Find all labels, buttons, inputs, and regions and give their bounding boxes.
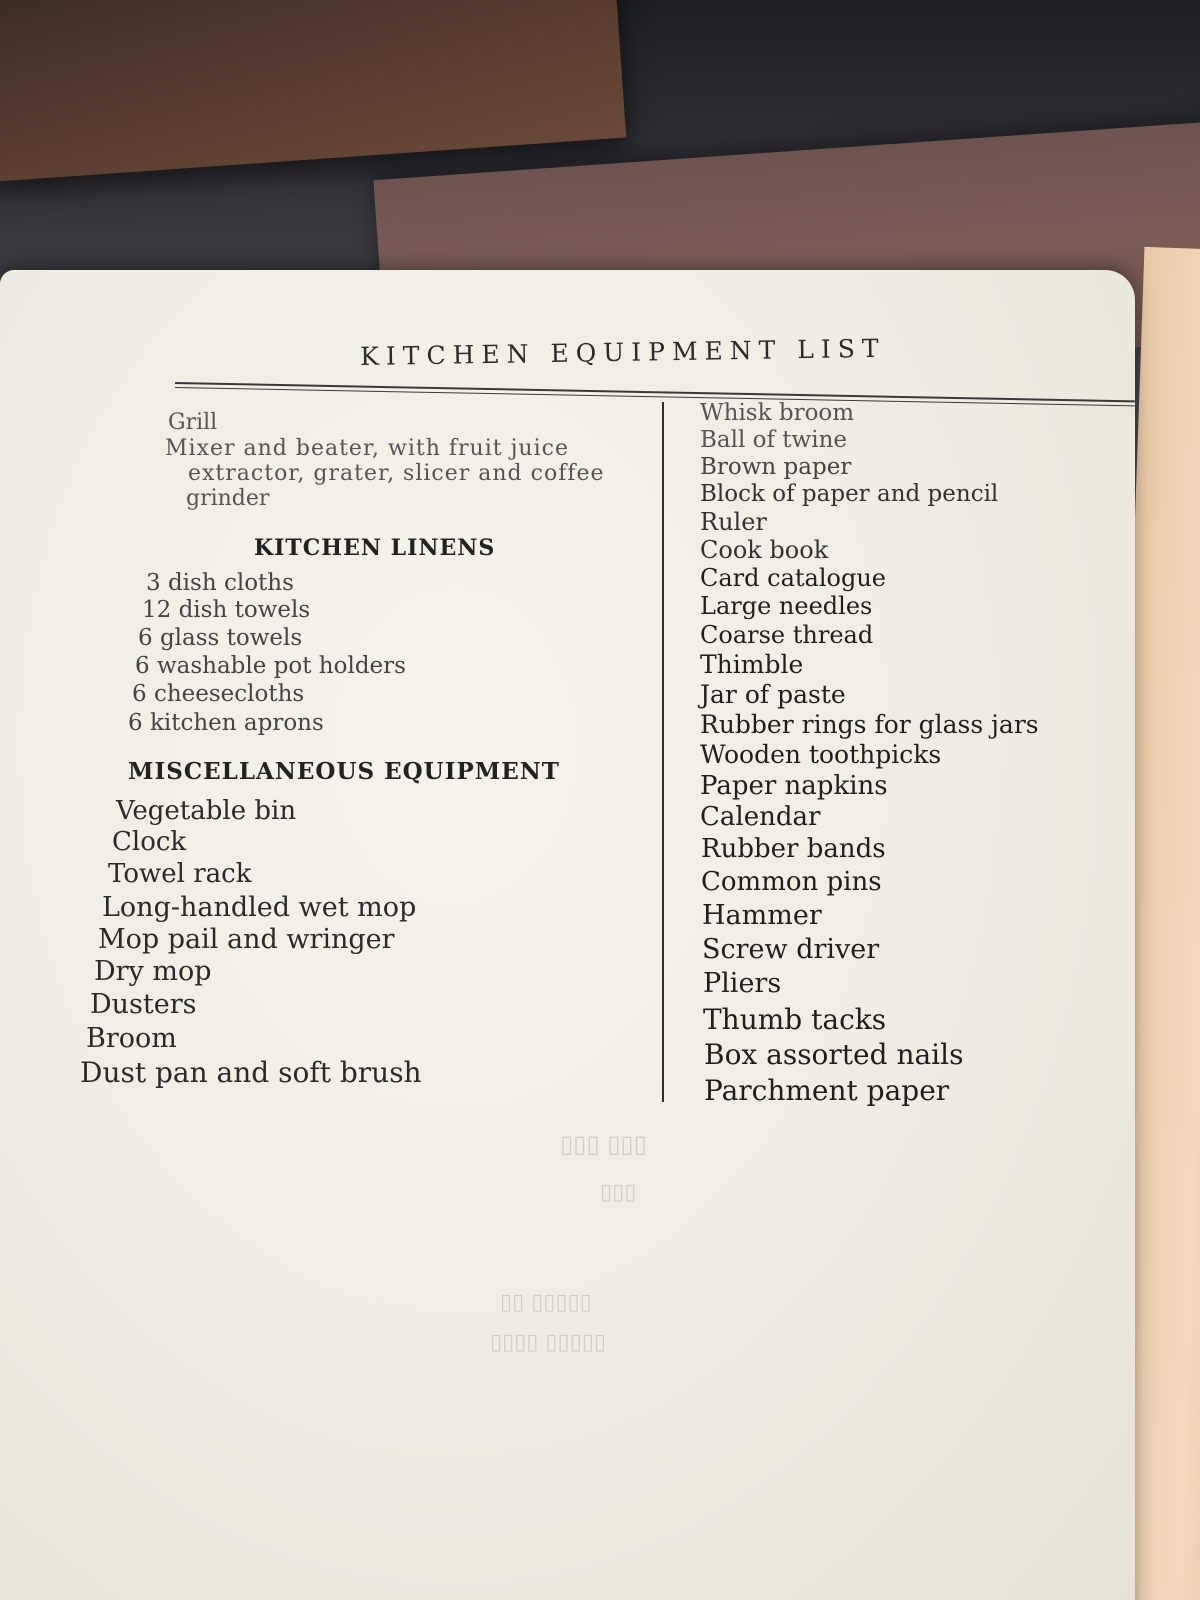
list-item: Broom: [86, 1023, 177, 1054]
list-item: Cook book: [700, 536, 829, 564]
list-item: Brown paper: [700, 454, 852, 480]
list-item: 6 glass towels: [138, 625, 303, 651]
list-item: Thimble: [700, 650, 804, 679]
header-rule: [175, 382, 1135, 406]
list-item: 6 cheesecloths: [132, 681, 305, 707]
list-item: Paper napkins: [700, 771, 888, 801]
list-item: extractor, grater, slicer and coffee: [188, 461, 605, 486]
list-item: 3 dish cloths: [146, 570, 294, 596]
book-page: KITCHEN EQUIPMENT LIST Grill Mixer and beater, with fruit juice extractor, grater, slicer and coffee grinder KITCHEN LINENS 3 dish cloths 12 dish towels 6 glass towels 6 washable pot holders 6 cheesecloths 6 kitchen aprons MISCELLANEOUS EQUIPMENT Vegetable bin Clock Towel rack Long-handled wet mop Mop pail and wringer Dry mop Dusters Broom Dust pan and soft brush Whisk broom Ball of twine Brown paper Block of paper and pencil Ruler Cook book Card catalogue Large needles Coarse thread Thimble Jar of paste Rubber rings for glass jars Wooden toothpicks Paper napkins Calendar Rubber bands Common pins Hammer Screw driver Pliers Thumb tacks Box assorted nails Parchment paper ▯▯▯ ▯▯▯ ▯▯▯ ▯▯▯▯▯ ▯▯ ▯▯▯▯▯ ▯▯▯▯: [0, 270, 1135, 1600]
list-item: Mixer and beater, with fruit juice: [165, 436, 569, 461]
list-item: Block of paper and pencil: [700, 481, 999, 507]
list-item: Common pins: [701, 867, 882, 897]
list-item: Jar of paste: [700, 680, 846, 709]
background-book-cover: [0, 0, 626, 182]
section-heading-linens: KITCHEN LINENS: [254, 535, 496, 561]
list-item: Dust pan and soft brush: [80, 1056, 422, 1089]
list-item: 6 washable pot holders: [135, 653, 406, 679]
list-item: Whisk broom: [700, 400, 855, 426]
list-item: Box assorted nails: [704, 1038, 964, 1071]
page-header: KITCHEN EQUIPMENT LIST: [360, 333, 886, 371]
list-item: Towel rack: [108, 859, 252, 889]
list-item: Thumb tacks: [703, 1003, 887, 1036]
list-item: Ball of twine: [700, 427, 848, 453]
list-item: Screw driver: [702, 934, 880, 965]
list-item: Calendar: [700, 802, 821, 832]
column-divider: [662, 402, 664, 1102]
list-item: Pliers: [703, 968, 782, 999]
list-item: Coarse thread: [700, 621, 874, 649]
list-item: Card catalogue: [700, 564, 886, 592]
list-item: Rubber rings for glass jars: [700, 710, 1039, 739]
list-item: Parchment paper: [704, 1074, 950, 1107]
list-item: 6 kitchen aprons: [128, 710, 324, 736]
section-heading-misc: MISCELLANEOUS EQUIPMENT: [128, 758, 560, 785]
list-item: Rubber bands: [701, 834, 886, 864]
list-item: Clock: [112, 827, 187, 857]
list-item: Mop pail and wringer: [98, 924, 395, 955]
list-item: Hammer: [702, 900, 822, 931]
list-item: Dusters: [90, 989, 197, 1020]
list-item: Wooden toothpicks: [700, 740, 942, 769]
list-item: grinder: [186, 486, 270, 511]
list-item: Long-handled wet mop: [102, 892, 417, 923]
list-item: Dry mop: [94, 956, 212, 987]
list-item: Grill: [168, 410, 218, 435]
list-item: Ruler: [700, 508, 767, 536]
list-item: Vegetable bin: [116, 796, 297, 826]
list-item: Large needles: [700, 592, 873, 620]
list-item: 12 dish towels: [142, 597, 311, 623]
